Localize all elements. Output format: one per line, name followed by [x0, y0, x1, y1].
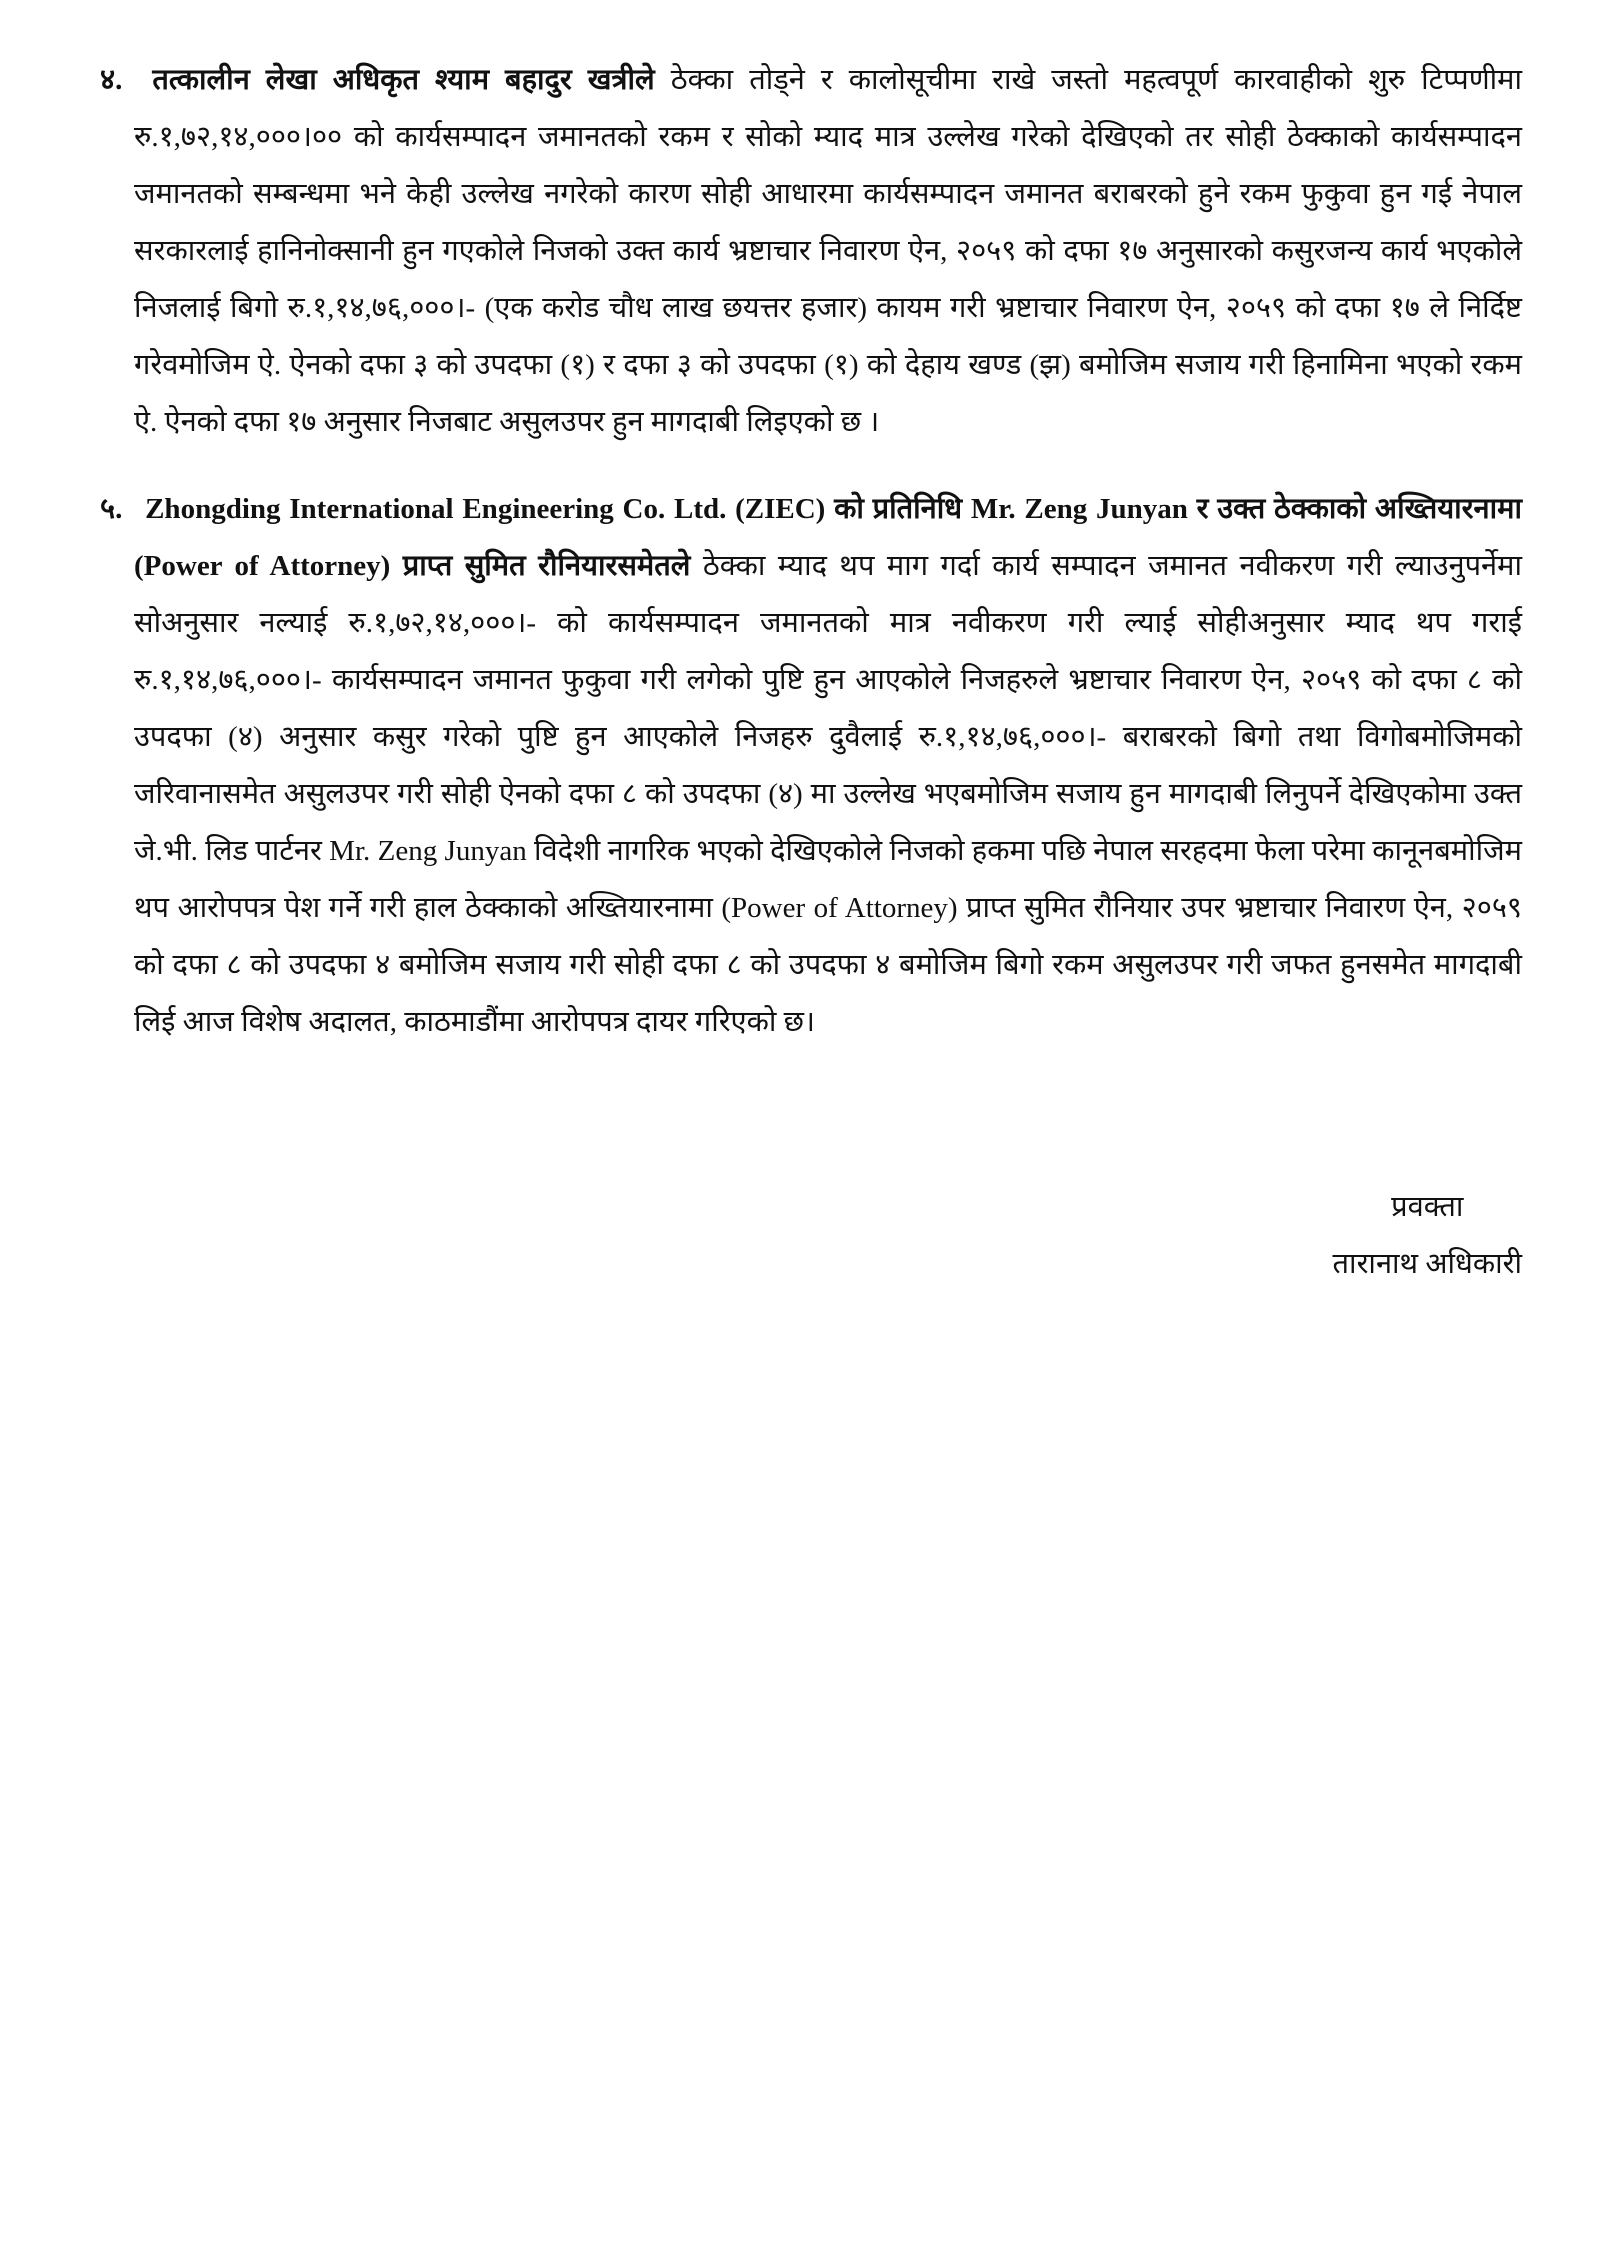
paragraph-4-lead: तत्कालीन लेखा अधिकृत श्याम बहादुर खत्रीले — [152, 64, 655, 96]
paragraph-5 — [100, 481, 1522, 1051]
paragraph-5-number: ५. — [100, 493, 123, 525]
paragraph-4 — [100, 52, 1522, 451]
paragraph-5-lead: Zhongding International Engineering Co. Ltd. (ZIEC) को प्रतिनिधि Mr. Zeng Junyan र उक्त ठेक्काको अख्तियारनामा (Power of Attorney) प्राप्त सुमित रौनियारसमेतले — [134, 493, 1522, 582]
paragraph-4-body: ठेक्का तोड्ने र कालोसूचीमा राखे जस्तो महत्वपूर्ण कारवाहीको शुरु टिप्पणीमा रु.१,७२,१४,०००।०० को कार्यसम्पादन जमानतको रकम र सोको म्याद मात्र उल्लेख गरेको देखिएको तर सोही ठेक्काको कार्यसम्पादन जमानतको सम्बन्धमा भने केही उल्लेख नगरेको कारण सोही आधारमा कार्यसम्पादन जमानत बराबरको हुने रकम फुकुवा हुन गई नेपाल सरकारलाई हानिनोक्सानी हुन गएकोले निजको उक्त कार्य भ्रष्टाचार निवारण ऐन, २०५९ को दफा १७ अनुसारको कसुरजन्य कार्य भएकोले निजलाई बिगो रु.१,१४,७६,०००।- (एक करोड चौध लाख छयत्तर हजार) कायम गरी भ्रष्टाचार निवारण ऐन, २०५९ को दफा १७ ले निर्दिष्ट गरेवमोजिम ऐ. ऐनको दफा ३ को उपदफा (१) र दफा ३ को उपदफा (१) को देहाय खण्ड (झ) बमोजिम सजाय गरी हिनामिना भएको रकम ऐ. ऐनको दफा १७ अनुसार निजबाट असुलउपर हुन मागदाबी लिइएको छ । — [134, 64, 1523, 438]
signature-title: प्रवक्ता — [1391, 1191, 1464, 1223]
document-content — [100, 52, 1522, 1293]
signature-block — [100, 1179, 1522, 1293]
signature-inner — [1333, 1179, 1522, 1293]
paragraph-5-body: ठेक्का म्याद थप माग गर्दा कार्य सम्पादन जमानत नवीकरण गरी ल्याउनुपर्नेमा सोअनुसार नल्याई रु.१,७२,१४,०००।- को कार्यसम्पादन जमानतको मात्र नवीकरण गरी ल्याई सोहीअनुसार म्याद थप गराई रु.१,१४,७६,०००।- कार्यसम्पादन जमानत फुकुवा गरी लगेको पुष्टि हुन आएकोले निजहरुले भ्रष्टाचार निवारण ऐन, २०५९ को दफा ८ को उपदफा (४) अनुसार कसुर गरेको पुष्टि हुन आएकोले निजहरु दुवैलाई रु.१,१४,७६,०००।- बराबरको बिगो तथा विगोबमोजिमको जरिवानासमेत असुलउपर गरी सोही ऐनको दफा ८ को उपदफा (४) मा उल्लेख भएबमोजिम सजाय हुन मागदाबी लिनुपर्ने देखिएकोमा उक्त जे.भी. लिड पार्टनर Mr. Zeng Junyan विदेशी नागरिक भएको देखिएकोले निजको हकमा पछि नेपाल सरहदमा फेला परेमा कानूनबमोजिम थप आरोपपत्र पेश गर्ने गरी हाल ठेक्काको अख्तियारनामा (Power of Attorney) प्राप्त सुमित रौनियार उपर भ्रष्टाचार निवारण ऐन, २०५९ को दफा ८ को उपदफा ४ बमोजिम सजाय गरी सोही दफा ८ को उपदफा ४ बमोजिम बिगो रकम असुलउपर गरी जफत हुनसमेत मागदाबी लिई आज विशेष अदालत, काठमाडौंमा आरोपपत्र दायर गरिएको छ। — [134, 550, 1522, 1038]
paragraph-4-number: ४. — [100, 64, 123, 96]
signature-name: तारानाथ अधिकारी — [1332, 1248, 1522, 1280]
